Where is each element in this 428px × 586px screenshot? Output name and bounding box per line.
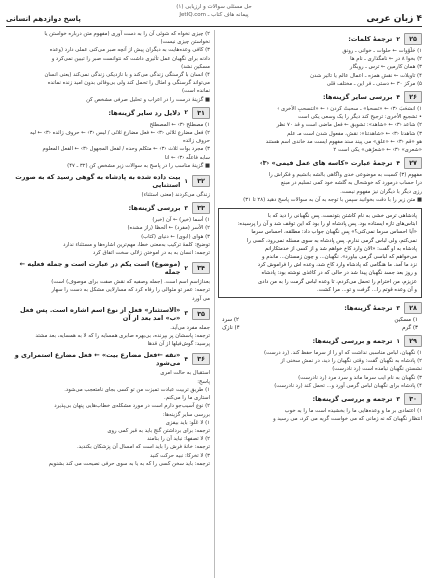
text-line: پرسید: گوش‌فیلها از آن قدها	[147, 341, 210, 348]
text-line: ترجمه: انسان به به در اموختن زلالی سخت اتفاق کرد	[93, 250, 210, 257]
question-title: «نقه ←فعل مضارع بیت» ← فعل مضارع استمراری و می‌شود	[14, 351, 181, 368]
text-line: پاسخ:	[197, 378, 210, 385]
text-line: ۳) هوای (ابوی) ← دنیای (کتاب)	[141, 233, 210, 240]
text-line: ■ متن زیر را با دقت بخوانید سپس با توجه به آن به سوالات پاسخ دهید (۲۸ تا ۳۱)	[243, 196, 422, 203]
text-line: می آورد	[192, 295, 210, 302]
text-line: مفهوم (۳) کسیت به موضوعی خدی واگاهی بالشه بانشیم و فکراش را	[268, 172, 422, 179]
option-text: ۲) سرد	[222, 317, 239, 324]
text-line: ۱) لا عَلَو: باید بیفزی	[165, 419, 210, 426]
text-line: زندگی می‌کردند (معنی استثناء)	[141, 192, 210, 199]
question-header	[6, 107, 210, 119]
passage-line: پادشاه به او گفت: «الان وارد کاخ خواهم شد و از کسی از خدمتکارانم	[264, 245, 417, 252]
top-note-line: حل مسئلی سوالات و ارزیابی (۱)	[176, 4, 252, 10]
question-title: دلایل رد سایر گزینه‌ها:	[108, 108, 181, 117]
text-line: نشستن نگهبان نیامده است (رد نادرست)	[332, 366, 422, 373]
page-title: ۴ زبان عربی	[366, 14, 422, 24]
answer-option: ۳	[396, 304, 401, 312]
question-header	[6, 173, 210, 189]
question-title: بررسی گزینه‌ها:	[128, 204, 181, 213]
text-line: ۱) أسما (خیر) ← آن (خبر)	[152, 217, 210, 224]
question-header	[6, 306, 210, 322]
question-number: ۳۲	[192, 175, 210, 187]
text-line: بعدازاسمِ اسم است. (جمله وصفیه که نقش صفت برای موصوف) است)	[51, 279, 210, 286]
text-line: بررسی سایر گزینه‌ها:	[162, 411, 210, 418]
text-line: ترجمه: برای برداشتن گنج باید به قبر کمی روی	[107, 427, 210, 434]
text-line: ۳) شاهدنا ‹۳› ← «شاهدتنا»: نقش، مفعول شدن است مـ علم	[287, 130, 422, 137]
passage-line: می‌خواهم که لباسی گرمی بیاورد». نگهبان... و چون زمستان... ماندم و	[262, 254, 417, 261]
text-line: سابه فاعلّه ‹۳› ← انا	[164, 154, 210, 161]
question-title: بررسی سایر گزینه‌ها:	[322, 93, 393, 102]
text-line: درا حساب درمورد که خوشحال به گلشه خود کمی تسلیم در مبنع	[281, 180, 422, 187]
page-header	[6, 12, 422, 26]
text-line: ۳) مجرد بوات ثلاث ‹۳› ← متکلم وحده / لفعل المجهول ‹۳› ← الفعل المعلوم	[42, 146, 210, 153]
text-line: ۲) پادشاه به نگهبان گفت: وقتی نگهبان را دید، در نمش سخنی از	[280, 358, 422, 365]
right-column	[218, 30, 422, 580]
text-line: ۱) طریق تربیت عبادت تمیزت من تو کسی بجای نامتعجب می‌شود.	[64, 386, 210, 393]
text-line: ۳) کافی وعده‌هایت به دیگران پیش از آنچه صبر می‌کنی عملی دارد (وعده	[49, 47, 210, 54]
text-line: ۲) لا تصفها: نباید آن را بنامند	[147, 436, 210, 443]
top-note-line: پیمانه هاف کتاب ـ JetIQ.com	[179, 11, 249, 18]
section-label: پاسخ دوازدهم انسانی	[6, 15, 81, 23]
question-title: ترجمه و بررسی گزینه‌ها:	[312, 395, 393, 404]
question-header	[218, 157, 422, 169]
text-line: • تشجیع الأخری: ترجیح کند دیگر را یک وسعی یکی است	[297, 114, 422, 121]
text-line: جمله مفرد می‌آید.	[170, 324, 210, 331]
question-title: ترجمهٔ عبارت «کاسه های عمل فیمی» ‹۳›	[259, 159, 393, 168]
text-line: ۱) انسَحَبَ ‹۳› ← «تسحبا» ـ سحبتُ کردن ‹ ← «انتسحبِ الاَخری ›	[277, 106, 422, 113]
question-header	[218, 33, 422, 45]
question-number: ۲۹	[404, 335, 422, 347]
question-title: (موضوع) است یکم در عبارت است و جمله فعلیه ← جمله	[19, 260, 181, 277]
question-header	[218, 393, 422, 405]
text-line: ترجمه: پاسشان پر بپرنده، بی‌بهره صابری همسایه را که لا به همسایه، بعد مشتد	[35, 333, 210, 340]
text-line: ۳) نگهبان به نام ایب سرما ماند و سرد مرد (رد نادرست)	[298, 374, 422, 381]
text-line: ۲) چیزی نخواه که شوئی آن را به دست آوری (مفهوم متن درباره خواستن یا	[44, 31, 210, 37]
passage-line: عزیزم، من اخترام را تحمل می‌کردم، تا وعده‌ لباس گرمت را به من دادی	[258, 278, 417, 285]
passage-line: پادشاهی ترس خشی به نام کاشتن بتونست. پس نگهبانی را دید که با	[267, 213, 417, 220]
question-header	[6, 351, 210, 367]
option-text: ۱) مسکین	[394, 317, 418, 324]
text-line: ۴) تاویلات ← نقش همزه ـ اعمال عالم یا تاثیر شدن	[310, 72, 422, 79]
text-line: ۱) نگهبان، لباس مناسبی نداشت که او را از سرما حفظ کند. (رد درست)	[263, 350, 422, 357]
question-title: ترجمهٔ گزینه‌ها:	[344, 304, 393, 313]
text-line: توضیح: کلمهٔ ترکیب به‌معنی خطا، مهم‌ترین اشاره‌ها و مستثناء ندارد	[63, 241, 210, 248]
text-line: انتظار نگهبان که نه زمانی که می خواست گریه می کرد، می رسید و	[273, 416, 422, 423]
text-line: ۳) لا تخرکا: نبیه حرکت کنید	[149, 452, 210, 459]
passage-line: ابتاس‌های تازه‌ ایستاده بود. پس پادشاه او را بود که این توقف شد و آن را پرسیده:	[237, 221, 417, 228]
text-line: «شعری» ‹۳› ← «شعرُهی» یکی است ۲	[333, 147, 422, 154]
text-line: ۴) انسان با گرسنگی زندگی می‌کند و با نازدیکی زندگی نمی‌کند (یعنی انسان	[44, 72, 210, 79]
question-number: ۲۶	[404, 91, 422, 103]
text-line: ■ گزینهٔ درست را در اعراب و تحلیل صرفی مشخص کن	[86, 96, 210, 103]
question-header	[218, 91, 422, 103]
question-header	[6, 260, 210, 276]
text-line: استاری ما را می‌کنم.	[164, 395, 210, 402]
question-number: ۲۷	[404, 157, 422, 169]
text-line: ۲) الأسر (مفرد) ← ألحظا (راز مشده)	[127, 225, 210, 232]
answer-option: ۴	[396, 159, 401, 167]
text-line: استقبال به حالت امری	[160, 370, 210, 377]
text-line: ۵) مرکز ۳۰ ← دستی ـ فر این ـ مختلف قلی	[326, 80, 422, 87]
question-header	[218, 335, 422, 347]
text-line: حروف زائده	[183, 138, 210, 145]
option-row	[218, 324, 422, 332]
answer-option: ۱	[396, 337, 401, 345]
question-title: ترجمهٔ کلمات:	[348, 35, 393, 43]
text-line: ۲) شاعد ‹۳› ← «شاهد»: تشویق ← فعل ماضی است و قد ۷۰ نظر	[276, 122, 422, 129]
question-header	[6, 202, 210, 214]
answer-option: ۳	[396, 395, 401, 403]
header-rule	[6, 26, 422, 27]
text-line: ۱) حَلْوُوات ← حلوات ـ خوانی ـ رونق	[342, 48, 422, 54]
text-line: ۴) پادشاه برای نگهبان لباس گرمی آورد و... تحمل کند (رد نادرست)	[274, 382, 422, 389]
question-number: ۳۴	[192, 262, 210, 274]
answer-option: ۴	[184, 355, 189, 363]
question-number: ۳۰	[404, 393, 422, 405]
answer-option: ۳	[184, 204, 189, 212]
text-line: نخواستن چیزی نیست)	[160, 39, 210, 46]
question-number: ۳۶	[192, 353, 210, 365]
text-line: ■ گزینهٔ مناسب را در پاسخ به سوالات زیر مشخص کن (۳۲ ـ ۴۷)	[67, 162, 210, 169]
question-number: ۳۱	[192, 107, 210, 119]
text-line: ۲) بخوا ۸ در ← نامگذاری ـ نام ها	[350, 56, 422, 63]
text-line: می‌تواند گرسنگی و امثال را تحمل کند ولی بی‌وفائی بدون امید زنده نمانده	[47, 80, 210, 87]
text-line: دادنه برای نگهبان عمل تأثیری داشت که نتوانست صبر را تبیین نمی‌کرد و	[51, 55, 210, 62]
passage-line: و روز بعد جسد نگهبان پیدا شد در حالی که در کاغذی نوشته بود: پادشاه	[261, 270, 417, 277]
answer-option: ۲	[184, 109, 189, 117]
text-line: ترجمه: خانهٔ فرش را باید است که امسال آن پزشکان‌ بکندید.	[76, 444, 210, 451]
question-title: ترجمه و بررسی گزینه‌ها:	[312, 337, 393, 346]
answer-option: ۳	[184, 310, 189, 318]
question-title: «الاستثنار» فعل از نوع اسم اشاره است. پس فعل «ب» امد بعد از آن	[19, 305, 181, 322]
question-number: ۳۳	[192, 202, 210, 214]
text-line: ۳) همان کارمین ← ترس ـ رویگار	[349, 64, 422, 71]
answer-option: ۲	[184, 264, 189, 272]
text-line: ترجمه: عمر تو مثوالی را رفاه کرد که مسارلایی مشکل به دست را سهار	[51, 287, 210, 294]
text-line: ۱) اعتمادی بر ما و وعده‌هایی ما را بخشیده است ما را به خوب	[284, 408, 422, 415]
question-number: ۳۵	[192, 308, 210, 320]
text-line: مسکین نشد)	[181, 63, 210, 70]
passage-line: نزد ما آمد. ما هنگامی که پادشاه وارد کاخ شد، وعده‌ اش را فراموش کرد	[257, 262, 417, 269]
passage-line: نمی‌کنم، ولی لباس گرمی ندارم. پس پادشاه به سوی مسئله نمی‌رود، کسی را	[246, 237, 417, 244]
reading-passage	[218, 208, 422, 298]
passage-line: و آن وعده قوتم را... گرفت و تو... مرا کشت.	[316, 286, 417, 293]
question-number: ۲۵	[404, 33, 422, 45]
passage-line: «آیا احساس سرما نمی‌کنی؟» پس نگهبان جواب داد: مطلقه، احساس سرما	[251, 229, 417, 236]
answer-option: ۱	[184, 177, 189, 185]
option-row	[218, 316, 422, 324]
question-header	[218, 302, 422, 314]
question-number: ۲۸	[404, 302, 422, 314]
question-title: بیت داده شده به پادشاه به گوهی رسید که به صورت استثنایی	[15, 173, 181, 190]
text-line: ۲) نوع‌ آسیب‌جو دارم است در مورد مشکله‌ی خطاب‌هایی پنهان بی‌پذیرد	[54, 403, 210, 410]
answer-option: ۴	[396, 93, 401, 101]
option-text: ۴) نازک	[222, 325, 240, 332]
text-line: نمانده است)	[181, 88, 210, 95]
text-line: هو «قم ‹۳› ← «علق» می پیند سند مفهوم ایست مد خاندی اسم هستند	[265, 138, 422, 145]
option-text: ۳) گرم	[402, 325, 418, 332]
text-line: رزی دیگر با دیگران نیز مفهوم نیست.	[340, 188, 422, 195]
text-line: ۲) فعل مضارع ثلاثی ‹۳› ← فعل مضارع ثلاثی / لیس ‹۳› ← حروف زائده ‹۳› ← لیه	[29, 130, 210, 137]
answer-option: ۲	[396, 35, 401, 43]
left-column	[6, 30, 210, 580]
text-line: ترجمه: باید سخن کسی را که به یا به سوی حرفی نصیحت می کند بشنویم	[48, 460, 210, 467]
column-divider	[214, 30, 215, 578]
text-line: ۱) مصطلح ‹۳› ← المصطلح	[149, 121, 210, 128]
